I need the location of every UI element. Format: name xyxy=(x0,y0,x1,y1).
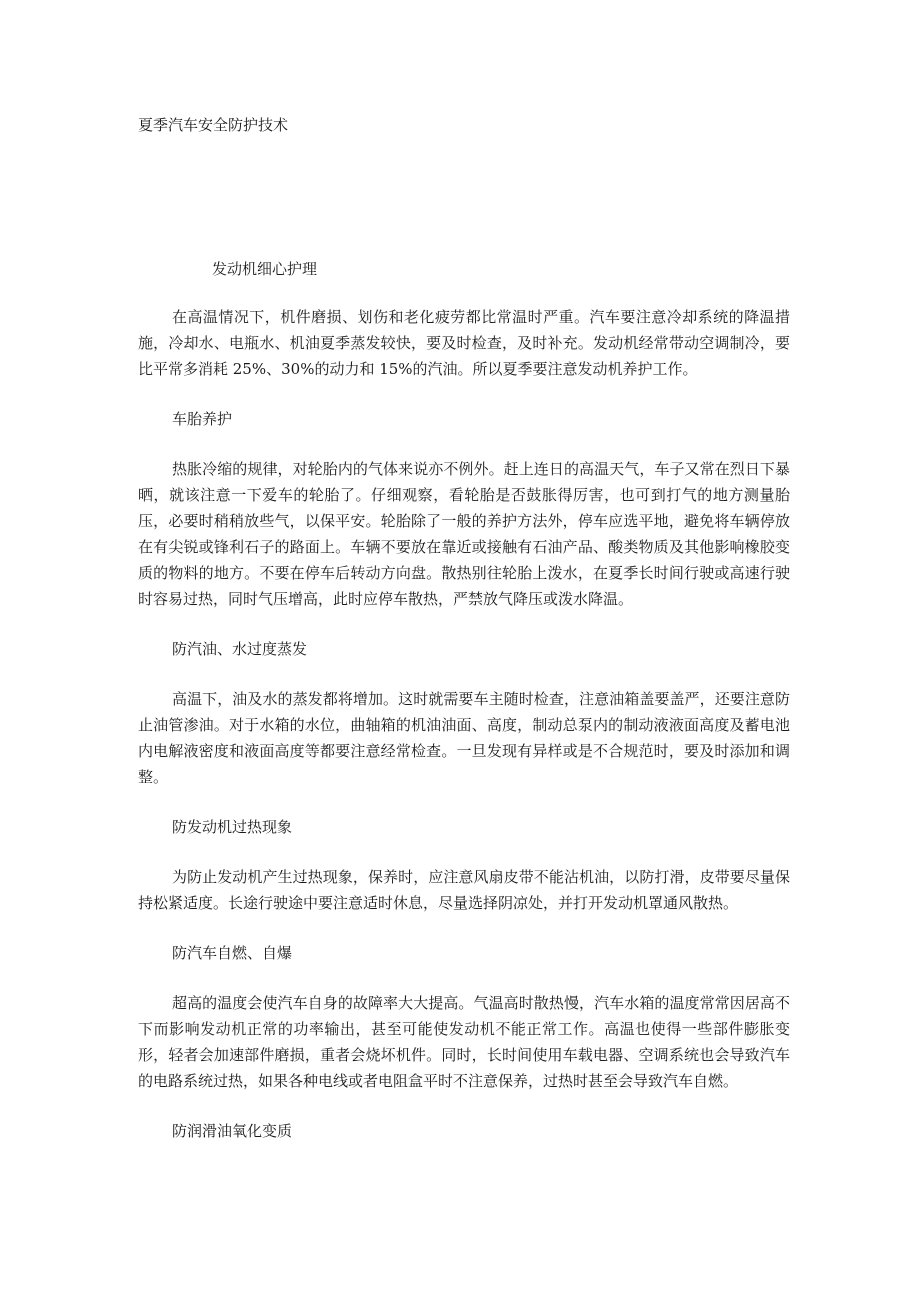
section-self-ignition xyxy=(138,940,790,1094)
section-tire-care xyxy=(138,406,790,612)
section-heading: 防汽油、水过度蒸发 xyxy=(172,640,308,658)
section-overheating xyxy=(138,814,790,916)
section-evaporation xyxy=(138,636,790,790)
section-heading: 防发动机过热现象 xyxy=(172,818,293,836)
section-engine-care xyxy=(138,256,790,382)
section-paragraph: 超高的温度会使汽车自身的故障率大大提高。气温高时散热慢，汽车水箱的温度常常因居高不下而影响发动机正常的功率输出，甚至可能使发动机不能正常工作。高温也使得一些部件膨胀变形，轻者会加速部件磨损，重者会烧坏机件。同时，长时间使用车载电器、空调系统也会导致汽车的电路系统过热，如果各种电线或者电阻盒平时不注意保养，过热时甚至会导致汽车自燃。 xyxy=(138,994,790,1090)
document-title: 夏季汽车安全防护技术 xyxy=(138,116,289,134)
section-paragraph: 高温下，油及水的蒸发都将增加。这时就需要车主随时检查，注意油箱盖要盖严，还要注意防止油管渗油。对于水箱的水位，曲轴箱的机油油面、高度，制动总泵内的制动液液面高度及蓄电池内电解液密度和液面高度等都要注意经常检查。一旦发现有异样或是不合规范时，要及时添加和调整。 xyxy=(138,690,790,786)
section-heading: 防润滑油氧化变质 xyxy=(172,1122,293,1140)
document-body xyxy=(138,256,790,1168)
section-paragraph: 在高温情况下，机件磨损、划伤和老化疲劳都比常温时严重。汽车要注意冷却系统的降温措施，冷却水、电瓶水、机油夏季蒸发较快，要及时检查，及时补充。发动机经常带动空调制冷，要比平常多消耗 25%、30%的动力和 15%的汽油。所以夏季要注意发动机养护工作。 xyxy=(138,308,790,378)
section-paragraph: 为防止发动机产生过热现象，保养时，应注意风扇皮带不能沾机油，以防打滑，皮带要尽量保持松紧适度。长途行驶途中要注意适时休息，尽量选择阴凉处，并打开发动机罩通风散热。 xyxy=(138,868,790,912)
section-paragraph: 热胀冷缩的规律，对轮胎内的气体来说亦不例外。赶上连日的高温天气，车子又常在烈日下暴晒，就该注意一下爱车的轮胎了。仔细观察，看轮胎是否鼓胀得厉害，也可到打气的地方测量胎压，必要时稍稍放些气，以保平安。轮胎除了一般的养护方法外，停车应选平地，避免将车辆停放在有尖锐或锋利石子的路面上。车辆不要放在靠近或接触有石油产品、酸类物质及其他影响橡胶变质的物料的地方。不要在停车后转动方向盘。散热别往轮胎上泼水，在夏季长时间行驶或高速行驶时容易过热，同时气压增高，此时应停车散热，严禁放气降压或泼水降温。 xyxy=(138,460,790,608)
section-oil-oxidation xyxy=(138,1118,790,1144)
section-heading: 发动机细心护理 xyxy=(212,260,318,278)
section-heading: 车胎养护 xyxy=(172,410,233,428)
section-heading: 防汽车自燃、自爆 xyxy=(172,944,293,962)
